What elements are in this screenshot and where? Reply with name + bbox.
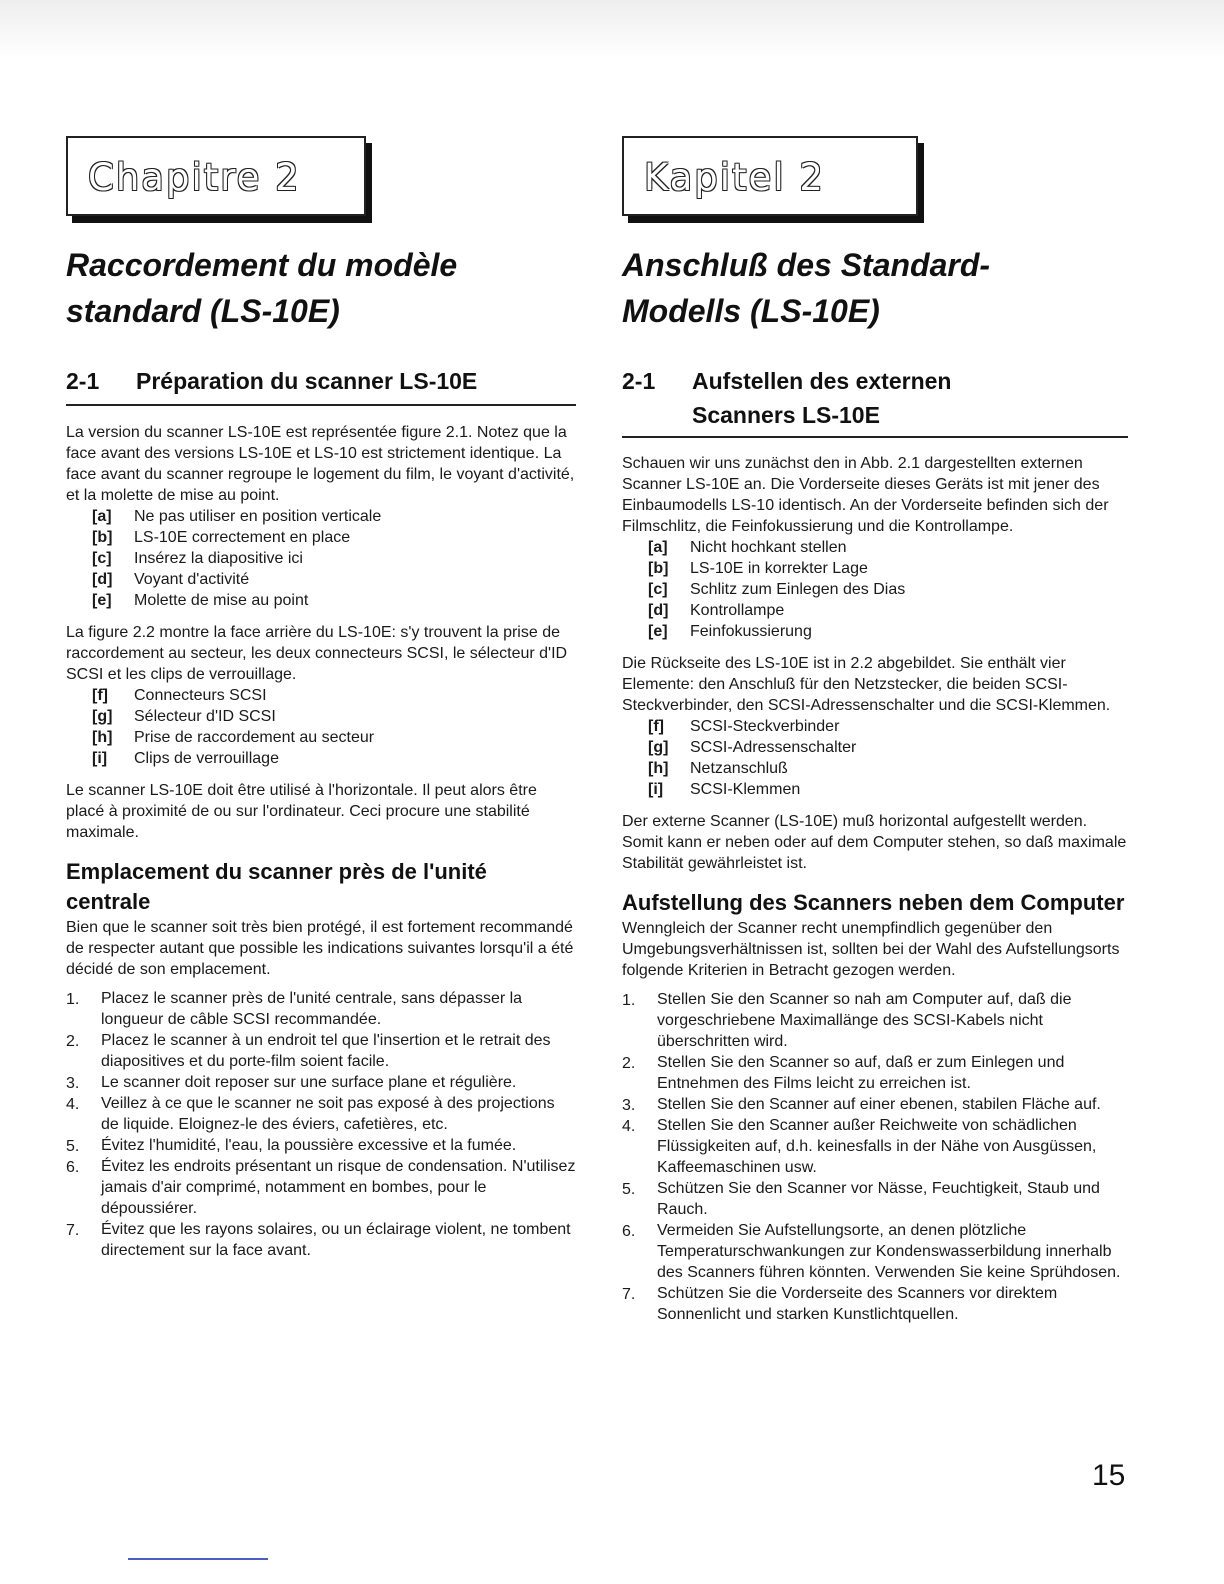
item-tag: [d] (92, 571, 113, 588)
item-text: LS-10E in korrekter Lage (690, 560, 868, 577)
list-item (622, 1052, 1130, 1094)
step-number: 2. (622, 1055, 636, 1072)
item-text: Sélecteur d'ID SCSI (134, 708, 276, 725)
item-text: Molette de mise au point (134, 592, 309, 609)
list-item (66, 1093, 576, 1135)
section-divider (66, 404, 576, 406)
title-line-2: standard (LS-10E) (66, 293, 340, 329)
step-number: 7. (622, 1286, 636, 1303)
page-number: 15 (1092, 1459, 1126, 1492)
list-item (648, 737, 1130, 758)
section-heading (66, 364, 576, 398)
list-item (648, 579, 1130, 600)
step-number: 3. (66, 1075, 80, 1092)
paragraph: Bien que le scanner soit très bien protégé, il est fortement recommandé de respecter autant que possible les indications suivantes lorsqu'il a été décidé de son emplacement. (66, 919, 574, 978)
section-heading (622, 364, 1130, 432)
subheading: Emplacement du scanner près de l'unité centrale (66, 859, 487, 914)
section-number: 2-1 (66, 368, 100, 394)
subheading: Aufstellung des Scanners neben dem Computer (622, 890, 1125, 915)
paragraph: Schauen wir uns zunächst den in Abb. 2.1 dargestellten externen Scanner LS-10E an. Die Vorderseite dieses Geräts ist mit jener des Einbaumodells LS-10 identisch. An der Vorderseite befinden sich der Filmschlitz, die Feinfokussierung und die Kontrollampe. (622, 455, 1109, 535)
title-line-1: Raccordement du modèle (66, 247, 458, 283)
title-line-2: Modells (LS-10E) (622, 293, 880, 329)
placement-steps (66, 988, 576, 1261)
item-text: Voyant d'activité (134, 571, 250, 588)
front-parts-list (648, 537, 1130, 642)
list-item (92, 548, 576, 569)
step-number: 7. (66, 1222, 80, 1239)
scan-top-shading (0, 0, 1224, 58)
step-text: Schützen Sie die Vorderseite des Scanners vor direktem Sonnenlicht und starken Kunstlichtquellen. (657, 1285, 1058, 1323)
page-title (622, 242, 990, 334)
item-text: Kontrollampe (690, 602, 785, 619)
body-text (622, 453, 1130, 1325)
list-item (648, 558, 1130, 579)
item-text: Schlitz zum Einlegen des Dias (690, 581, 906, 598)
list-item (648, 621, 1130, 642)
list-item (66, 1156, 576, 1219)
step-number: 6. (622, 1223, 636, 1240)
list-item (648, 716, 1130, 737)
footer-rule (128, 1558, 268, 1560)
item-tag: [i] (92, 750, 108, 767)
step-text: Le scanner doit reposer sur une surface plane et régulière. (101, 1074, 517, 1091)
item-tag: [a] (648, 539, 668, 556)
item-text: Connecteurs SCSI (134, 687, 267, 704)
item-tag: [d] (648, 602, 669, 619)
item-tag: [c] (648, 581, 668, 598)
item-tag: [b] (92, 529, 113, 546)
paragraph: Wenngleich der Scanner recht unempfindlich gegenüber den Umgebungsverhältnissen ist, sollten bei der Wahl des Aufstellungsorts folgende Kriterien in Betracht gezogen werden. (622, 920, 1120, 979)
page-title (66, 242, 457, 334)
item-text: Netzanschluß (690, 760, 788, 777)
item-text: Feinfokussierung (690, 623, 812, 640)
item-text: SCSI-Adressenschalter (690, 739, 857, 756)
section-number: 2-1 (622, 368, 656, 394)
step-text: Évitez que les rayons solaires, ou un éclairage violent, ne tombent directement sur la face avant. (101, 1221, 571, 1259)
list-item (92, 727, 576, 748)
step-text: Stellen Sie den Scanner außer Reichweite von schädlichen Flüssigkeiten auf, d.h. keinesfalls in der Nähe von Ausgüssen, Kaffeemaschinen usw. (657, 1117, 1097, 1176)
list-item (92, 506, 576, 527)
list-item (92, 748, 576, 769)
list-item (622, 1220, 1130, 1283)
step-text: Évitez les endroits présentant un risque de condensation. N'utilisez jamais d'air comprimé, notamment en bombes, pour le dépoussiérer. (101, 1158, 576, 1217)
item-text: SCSI-Klemmen (690, 781, 801, 798)
list-item (92, 569, 576, 590)
list-item (648, 758, 1130, 779)
section-title-line-1: Aufstellen des externen (692, 368, 952, 394)
step-text: Évitez l'humidité, l'eau, la poussière excessive et la fumée. (101, 1137, 517, 1154)
step-number: 1. (622, 992, 636, 1009)
title-line-1: Anschluß des Standard- (622, 247, 991, 283)
list-item (66, 1135, 576, 1156)
step-number: 5. (66, 1138, 80, 1155)
list-item (92, 706, 576, 727)
item-tag: [g] (92, 708, 113, 725)
item-tag: [h] (648, 760, 669, 777)
list-item (648, 600, 1130, 621)
list-item (66, 1030, 576, 1072)
placement-steps (622, 989, 1130, 1325)
list-item (92, 527, 576, 548)
item-tag: [f] (648, 718, 664, 735)
step-number: 4. (66, 1096, 80, 1113)
item-tag: [e] (92, 592, 112, 609)
list-item (622, 1115, 1130, 1178)
item-text: Insérez la diapositive ici (134, 550, 303, 567)
step-text: Stellen Sie den Scanner so nah am Computer auf, daß die vorgeschriebene Maximallänge des SCSI-Kabels nicht überschritten wird. (657, 991, 1072, 1050)
step-number: 2. (66, 1033, 80, 1050)
step-number: 4. (622, 1118, 636, 1135)
step-number: 1. (66, 991, 80, 1008)
step-text: Schützen Sie den Scanner vor Nässe, Feuchtigkeit, Staub und Rauch. (657, 1180, 1100, 1218)
item-tag: [b] (648, 560, 669, 577)
step-text: Placez le scanner à un endroit tel que l'insertion et le retrait des diapositives et du porte-film soient facile. (101, 1032, 551, 1070)
step-text: Placez le scanner près de l'unité centrale, sans dépasser la longueur de câble SCSI recommandée. (101, 990, 523, 1028)
chapter-label: Chapitre 2 (88, 156, 301, 199)
step-number: 5. (622, 1181, 636, 1198)
item-tag: [i] (648, 781, 664, 798)
list-item (92, 590, 576, 611)
paragraph: Le scanner LS-10E doit être utilisé à l'horizontale. Il peut alors être placé à proximité de ou sur l'ordinateur. Ceci procure une stabilité maximale. (66, 782, 537, 841)
step-text: Stellen Sie den Scanner so auf, daß er zum Einlegen und Entnehmen des Films leicht zu erreichen ist. (657, 1054, 1065, 1092)
item-tag: [f] (92, 687, 108, 704)
chapter-box (622, 136, 918, 216)
rear-parts-list (92, 685, 576, 769)
list-item (622, 1178, 1130, 1220)
step-number: 3. (622, 1097, 636, 1114)
list-item (622, 989, 1130, 1052)
item-text: Nicht hochkant stellen (690, 539, 847, 556)
section-title-line-2: Scanners LS-10E (692, 402, 880, 428)
list-item (92, 685, 576, 706)
item-tag: [g] (648, 739, 669, 756)
item-tag: [h] (92, 729, 113, 746)
section-title: Préparation du scanner LS-10E (136, 368, 478, 394)
item-tag: [e] (648, 623, 668, 640)
list-item (648, 779, 1130, 800)
list-item (66, 1219, 576, 1261)
step-text: Stellen Sie den Scanner auf einer ebenen, stabilen Fläche auf. (657, 1096, 1101, 1113)
list-item (66, 988, 576, 1030)
list-item (66, 1072, 576, 1093)
item-tag: [c] (92, 550, 112, 567)
rear-parts-list (648, 716, 1130, 800)
list-item (622, 1094, 1130, 1115)
front-parts-list (92, 506, 576, 611)
paragraph: Die Rückseite des LS-10E ist in 2.2 abgebildet. Sie enthält vier Elemente: den Anschluß für den Netzstecker, die beiden SCSI-Steckverbinder, den SCSI-Adressenschalter und die SCSI-Klemmen. (622, 655, 1111, 714)
paragraph: La figure 2.2 montre la face arrière du LS-10E: s'y trouvent la prise de raccordement au secteur, les deux connecteurs SCSI, le sélecteur d'ID SCSI et les clips de verrouillage. (66, 624, 568, 683)
step-text: Vermeiden Sie Aufstellungsorte, an denen plötzliche Temperaturschwankungen zur Kondenswasserbildung innerhalb des Scanners führen könnten. Verwenden Sie keine Sprühdosen. (657, 1222, 1121, 1281)
step-text: Veillez à ce que le scanner ne soit pas exposé à des projections de liquide. Eloignez-le des éviers, cafetières, etc. (101, 1095, 555, 1133)
step-number: 6. (66, 1159, 80, 1176)
item-text: Ne pas utiliser en position verticale (134, 508, 382, 525)
list-item (648, 537, 1130, 558)
chapter-box (66, 136, 366, 216)
item-text: LS-10E correctement en place (134, 529, 351, 546)
item-tag: [a] (92, 508, 112, 525)
item-text: Prise de raccordement au secteur (134, 729, 375, 746)
paragraph: La version du scanner LS-10E est représentée figure 2.1. Notez que la face avant des versions LS-10E et LS-10 est strictement identique. La face avant du scanner regroupe le logement du film, le voyant d'activité, et la molette de mise au point. (66, 424, 575, 504)
chapter-label: Kapitel 2 (644, 156, 825, 199)
item-text: Clips de verrouillage (134, 750, 279, 767)
paragraph: Der externe Scanner (LS-10E) muß horizontal aufgestellt werden. Somit kann er neben oder auf dem Computer stehen, so daß maximale Stabilität gewährleistet ist. (622, 813, 1127, 872)
body-text (66, 422, 576, 1261)
list-item (622, 1283, 1130, 1325)
item-text: SCSI-Steckverbinder (690, 718, 840, 735)
section-divider (622, 436, 1128, 438)
